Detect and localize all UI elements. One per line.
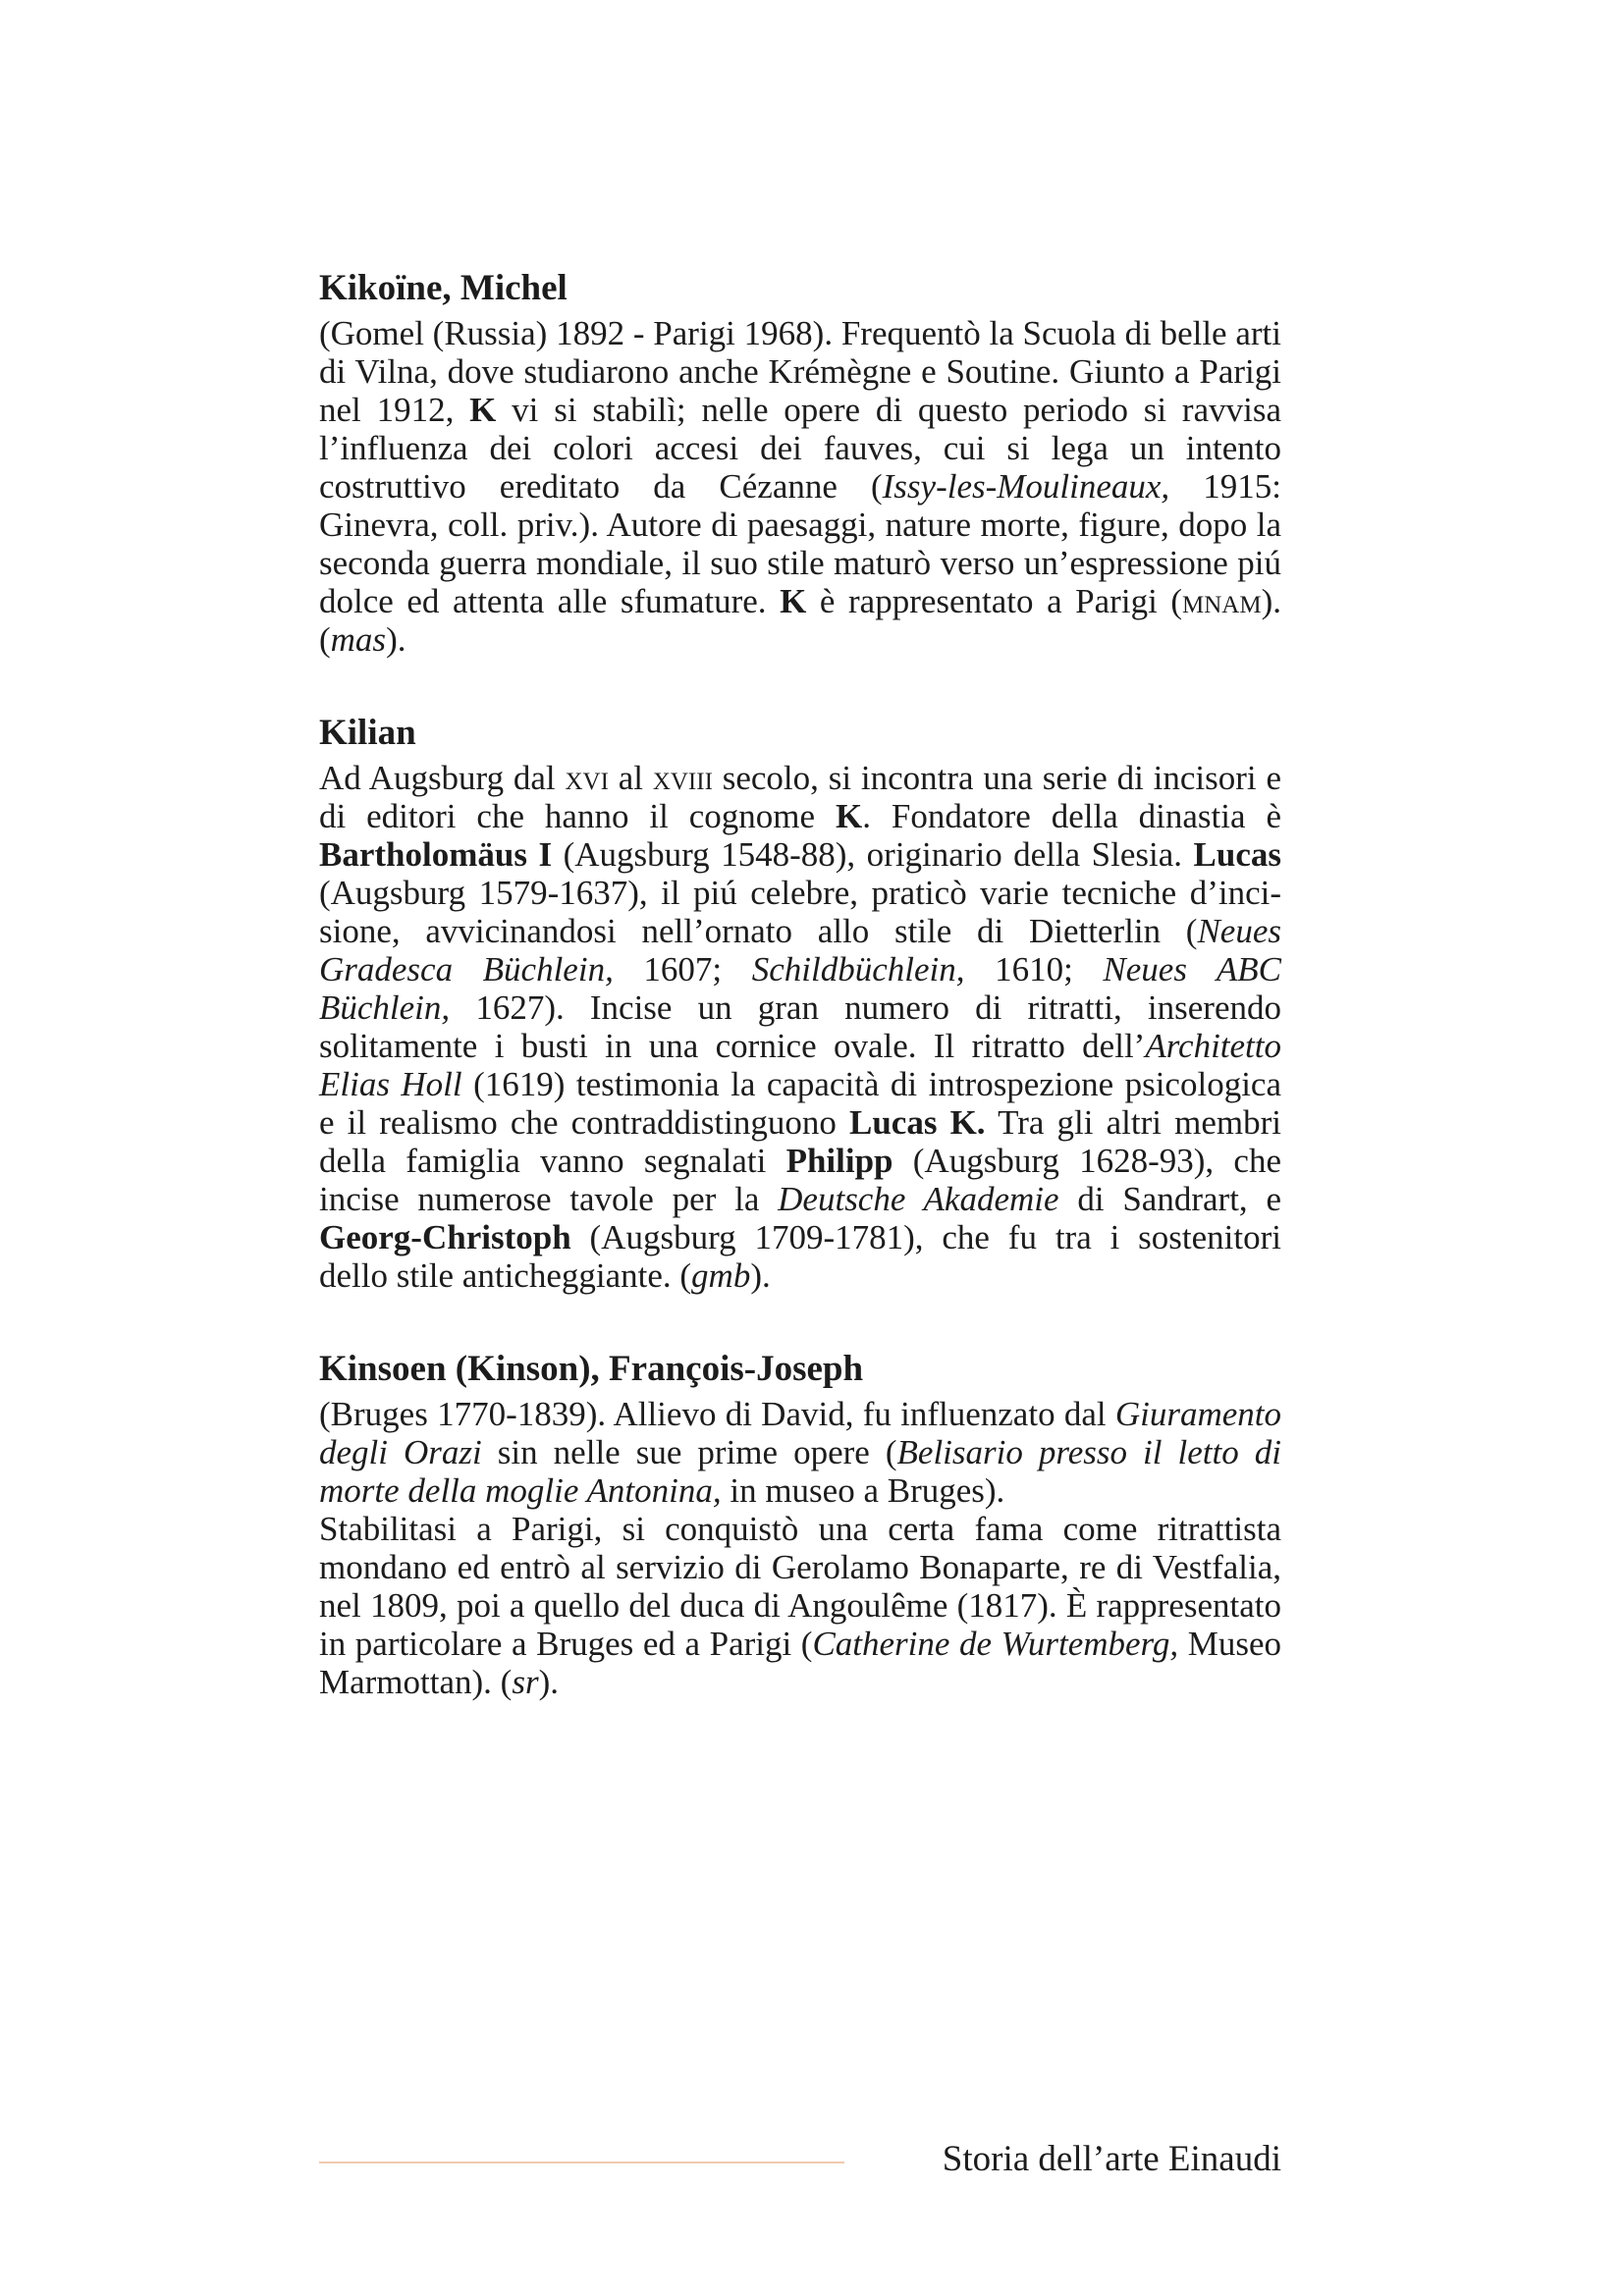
italic-run: Giuramento degli Orazi [319,1395,1281,1471]
footer-rule [319,2162,844,2163]
bold-run: K [780,582,807,620]
bold-run: K [835,797,863,835]
bold-run: Bartholomäus I [319,835,553,874]
entry-body [319,314,1281,659]
text-run: Tra gli altri membri della famiglia vanno segnalati [319,1103,1281,1180]
text-run: Museo Marmottan). ( [319,1625,1281,1701]
entry-paragraph [319,1510,1281,1701]
page-text [319,267,1281,1754]
bold-run: Georg-Christoph [319,1218,571,1256]
footer-publisher: Storia dell’arte Einaudi [942,2139,1281,2179]
italic-run: Schildbüchlein, [751,950,965,988]
text-run: . Fondatore della dinastia è [862,797,1281,835]
text-run: (Gomel (Russia) 1892 - Parigi 1968). Frequentò la Scuola di belle arti di Vilna, dove studiarono anche Krémègne e Soutine. Giunto a Parigi nel 1912, [319,314,1281,429]
text-run: secolo, si incontra una serie di incisori e di editori che hanno il cognome [319,759,1281,835]
entry-title: Kinsoen (Kinson), François-Joseph [319,1349,864,1389]
text-run: 1607; [613,950,752,988]
text-run: 1610; [964,950,1104,988]
entry-title: Kikoïne, Michel [319,268,568,308]
smallcaps-run: xvi [565,759,609,797]
entry-kikoine [319,267,1281,659]
italic-run: mas [330,620,387,659]
text-run: vi si stabilì; nelle opere di questo periodo si ravvisa l’influenza dei colori accesi dei fauves, cui si lega un intento costruttivo ereditato da Cézanne ( [319,391,1281,506]
italic-run: Catherine de Wurtemberg, [812,1625,1179,1663]
text-run: 1627). Incise un gran numero di ritratti, inserendo solitamente i busti in una cornice ovale. Il ritratto dell’ [319,988,1281,1065]
text-run: in museo a Bruges). [721,1471,1005,1510]
italic-run: Issy-les-Moulineaux, [882,467,1170,506]
bold-run: Lucas [1193,835,1281,874]
entry-body [319,759,1281,1295]
entry-kilian [319,712,1281,1295]
text-run: di Sandrart, e [1058,1180,1281,1218]
italic-run: Architetto Elias Holl [319,1027,1281,1103]
text-run: (Augsburg 1548-88), originario della Slesia. [552,835,1194,874]
text-run: al [608,759,653,797]
entry-kinsoen [319,1348,1281,1701]
text-run: 1915: Ginevra, coll. priv.). Autore di paesaggi, nature morte, figure, dopo la seconda guerra mondiale, il suo stile maturò verso un’espressione piú dolce ed attenta alle sfumature. [319,467,1281,620]
text-run: (Augsburg 1628-93), che incise numerose tavole per la [319,1142,1281,1218]
entry-paragraph [319,314,1281,659]
text-run: ). [538,1663,559,1701]
text-run: Stabilitasi a Parigi, si conquistò una certa fama come ritrattista mondano ed entrò al servizio di Gerolamo Bonaparte, re di Vestfalia, nel 1809, poi a quello del duca di Angoulême (1817). È rappresentato in particolare a Bruges ed a Parigi ( [319,1510,1281,1663]
smallcaps-run: xviii [652,759,713,797]
text-run: ). ( [319,582,1281,659]
smallcaps-run: mnam [1182,582,1262,620]
bold-run: Philipp [785,1142,893,1180]
text-run: Ad Augsburg dal [319,759,566,797]
text-run: sin nelle sue prime opere ( [481,1433,897,1471]
text-run: ). [386,620,406,659]
bold-run: Lucas K. [848,1103,986,1142]
text-run: (Augsburg 1579-1637), il piú celebre, praticò varie tecniche d’incisione, avvicinandosi nell’ornato allo stile di Dietterlin ( [319,874,1281,950]
italic-run: Neues ABC Büchlein, [319,950,1281,1027]
entry-paragraph [319,1395,1281,1510]
italic-run: Belisario presso il letto di morte della moglie Antonina, [319,1433,1281,1510]
italic-run: Neues Gradesca Büchlein, [319,912,1281,988]
text-run: ). [750,1256,771,1295]
text-run: (Bruges 1770-1839). Allievo di David, fu influenzato dal [319,1395,1115,1433]
entry-body [319,1395,1281,1701]
italic-run: sr [512,1663,539,1701]
text-run: (Augsburg 1709-1781), che fu tra i sostenitori dello stile anticheggiante. ( [319,1218,1281,1295]
text-run: è rappresentato a Parigi ( [806,582,1183,620]
page-footer [319,2138,1281,2185]
italic-run: Deutsche Akademie [778,1180,1059,1218]
bold-run: K [469,391,497,429]
entry-title: Kilian [319,713,416,753]
italic-run: gmb [691,1256,751,1295]
text-run: (1619) testimonia la capacità di introspezione psicologica e il realismo che contraddistinguono [319,1065,1281,1142]
entry-paragraph [319,759,1281,1295]
